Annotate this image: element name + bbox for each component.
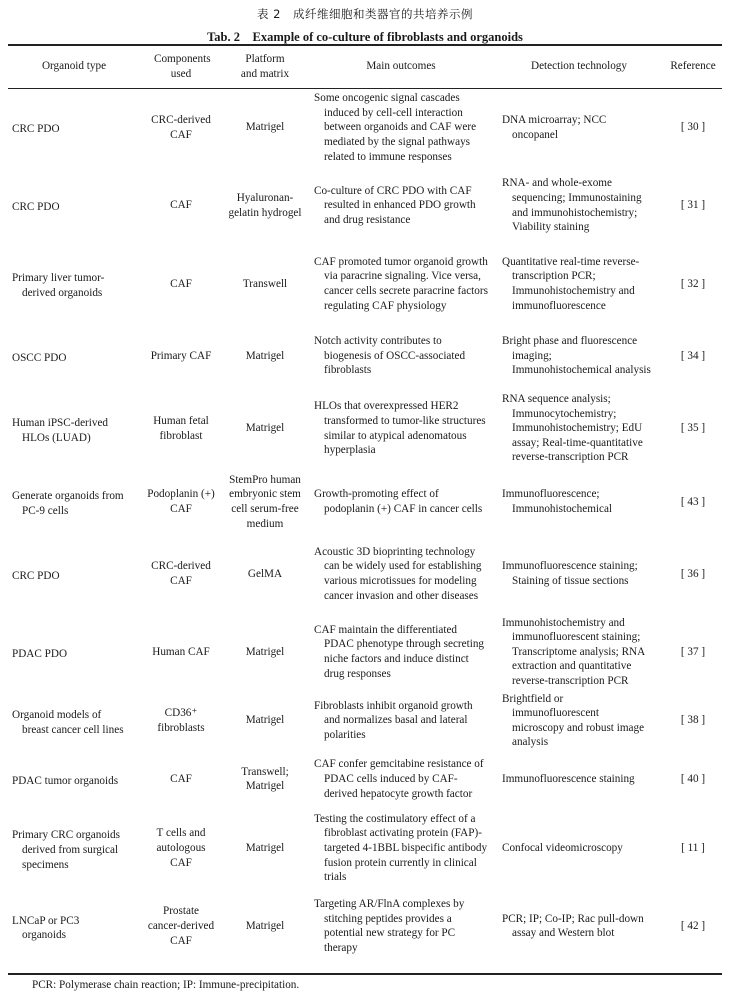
header-platform-matrix: Platform and matrix xyxy=(222,45,308,89)
cell-organoid: PDAC PDO xyxy=(12,647,68,660)
cell-platform: Matrigel xyxy=(245,422,285,435)
table-row xyxy=(8,536,722,613)
cell-outcomes: Growth-promoting effect of podoplanin (+) CAF in cancer cells xyxy=(314,488,483,515)
cell-components: CD36⁺ fibroblasts xyxy=(157,707,205,734)
cell-detection: RNA- and whole-exome sequencing; Immunostaining and immunohistochemistry; Viability staining xyxy=(502,177,642,234)
cell-platform: StemPro human embryonic stem cell serum-free medium xyxy=(229,473,301,530)
cell-detection: DNA microarray; NCC oncopanel xyxy=(502,114,607,141)
cell-components: CAF xyxy=(170,199,192,212)
cell-detection: Immunohistochemistry and immunofluorescent staining; Transcriptome analysis; RNA extraction and quantitative reverse-transcription PCR xyxy=(502,616,645,687)
table-row xyxy=(8,613,722,692)
cell-organoid: Primary liver tumor-derived organoids xyxy=(12,272,105,299)
cell-outcomes: CAF confer gemcitabine resistance of PDAC cells induced by CAF-derived hepatocyte growth factor xyxy=(314,758,484,800)
cell-components: T cells and autologous CAF xyxy=(156,827,206,869)
cell-ref: [ 40 ] xyxy=(680,773,706,786)
cell-detection: Quantitative real-time reverse-transcription PCR; Immunohistochemistry and immunofluorescence xyxy=(502,255,640,312)
cell-ref: [ 11 ] xyxy=(681,842,705,855)
cell-detection: Bright phase and fluorescence imaging; Immunohistochemical analysis xyxy=(502,335,651,377)
cell-platform: Matrigel xyxy=(245,920,285,933)
header-main-outcomes: Main outcomes xyxy=(308,45,494,89)
cell-ref: [ 34 ] xyxy=(680,349,706,362)
cell-ref: [ 31 ] xyxy=(680,199,706,212)
cell-ref: [ 38 ] xyxy=(680,714,706,727)
cell-components: CRC-derived CAF xyxy=(151,560,211,587)
cell-ref: [ 35 ] xyxy=(680,422,706,435)
cell-platform: Transwell; Matrigel xyxy=(241,765,289,793)
table-row xyxy=(8,750,722,809)
cell-outcomes: Testing the costimulatory effect of a fibroblast activating protein (FAP)-targeted 4-1BBL bispecific antibody fusion protein currently in clinical trials xyxy=(314,812,488,884)
cell-organoid: CRC PDO xyxy=(12,569,60,582)
cell-detection: Immunofluorescence; Immunohistochemical xyxy=(502,488,613,515)
cell-platform: Matrigel xyxy=(245,645,285,658)
cell-platform: Hyaluronan-gelatin hydrogel xyxy=(228,191,302,219)
header-components-used: Components used xyxy=(140,45,222,89)
table-header-row xyxy=(8,45,722,89)
cell-ref: [ 42 ] xyxy=(680,920,706,933)
cell-organoid: Human iPSC-derived HLOs (LUAD) xyxy=(12,416,109,444)
cell-platform: Matrigel xyxy=(245,121,285,134)
cell-platform: Transwell xyxy=(242,277,288,290)
cell-components: Podoplanin (+) CAF xyxy=(147,488,215,515)
cell-ref: [ 43 ] xyxy=(680,495,706,508)
cell-detection: Brightfield or immunofluorescent microscopy and robust image analysis xyxy=(502,692,645,749)
table-row xyxy=(8,245,722,324)
table-row xyxy=(8,89,722,167)
cell-components: Human CAF xyxy=(152,645,210,658)
cell-organoid: Organoid models of breast cancer cell lines xyxy=(12,709,124,736)
cell-outcomes: Fibroblasts inhibit organoid growth and normalizes basal and lateral polarities xyxy=(314,699,473,741)
cell-components: Human fetal fibroblast xyxy=(153,414,209,442)
cell-organoid: LNCaP or PC3 organoids xyxy=(12,914,80,942)
cell-platform: Matrigel xyxy=(245,714,285,727)
table-row xyxy=(8,389,722,469)
cell-outcomes: CAF promoted tumor organoid growth via paracrine signaling. Vice versa, cancer cells secrete paracrine factors regulating CAF physiology xyxy=(314,255,488,312)
cell-organoid: CRC PDO xyxy=(12,201,60,214)
header-organoid-type: Organoid type xyxy=(8,45,140,89)
cell-organoid: PDAC tumor organoids xyxy=(12,775,119,788)
cell-outcomes: Co-culture of CRC PDO with CAF resulted in enhanced PDO growth and drug resistance xyxy=(314,184,476,226)
cell-platform: Matrigel xyxy=(245,842,285,855)
cell-organoid: OSCC PDO xyxy=(12,351,67,364)
cell-ref: [ 36 ] xyxy=(680,567,706,580)
cell-components: CAF xyxy=(170,773,192,786)
cell-components: Prostate cancer-derived CAF xyxy=(147,905,215,947)
cell-detection: PCR; IP; Co-IP; Rac pull-down assay and Western blot xyxy=(502,912,644,940)
cell-outcomes: Acoustic 3D bioprinting technology can be widely used for establishing various microtissues for modeling cancer invasion and other diseases xyxy=(314,545,482,602)
cell-outcomes: Notch activity contributes to biogenesis of OSCC-associated fibroblasts xyxy=(314,335,466,377)
cell-components: CRC-derived CAF xyxy=(151,114,211,141)
table-row xyxy=(8,809,722,888)
cell-detection: RNA sequence analysis; Immunocytochemistry; Immunohistochemistry; EdU assay; Real-time-quantitative reverse-transcription PCR xyxy=(502,393,643,464)
table-body xyxy=(8,89,722,965)
cell-ref: [ 32 ] xyxy=(680,277,706,290)
cell-detection: Confocal videomicroscopy xyxy=(502,842,623,855)
cell-outcomes: Targeting AR/FlnA complexes by stitching peptides provides a potential new strategy for PC therapy xyxy=(314,898,465,954)
coculture-table xyxy=(8,45,722,965)
cell-platform: Matrigel xyxy=(245,349,285,362)
table-row xyxy=(8,167,722,245)
bottom-rule xyxy=(8,973,722,975)
cell-components: CAF xyxy=(170,277,192,290)
table-row xyxy=(8,324,722,389)
table-caption-chinese: 表 2 成纤维细胞和类器官的共培养示例 xyxy=(257,7,473,21)
cell-ref: [ 37 ] xyxy=(680,645,706,658)
cell-platform: GelMA xyxy=(247,567,283,580)
cell-components: Primary CAF xyxy=(150,349,212,362)
table-row xyxy=(8,692,722,750)
cell-detection: Immunofluorescence staining; Staining of tissue sections xyxy=(502,560,638,587)
cell-organoid: CRC PDO xyxy=(12,123,60,136)
cell-detection: Immunofluorescence staining xyxy=(502,773,635,786)
cell-ref: [ 30 ] xyxy=(680,121,706,134)
cell-outcomes: HLOs that overexpressed HER2 transformed to tumor-like structures similar to atypical adenomatous hyperplasia xyxy=(314,400,486,457)
table-row xyxy=(8,469,722,536)
header-detection-technology: Detection technology xyxy=(494,45,664,89)
cell-outcomes: CAF maintain the differentiated PDAC phenotype through secreting niche factors and induce distinct drug responses xyxy=(314,623,485,680)
cell-organoid: Generate organoids from PC-9 cells xyxy=(12,490,124,517)
cell-organoid: Primary CRC organoids derived from surgical specimens xyxy=(12,829,120,871)
header-reference: Reference xyxy=(664,45,722,89)
cell-outcomes: Some oncogenic signal cascades induced by cell-cell interaction between organoids and CAF were mediated by the signal pathways related to immune responses xyxy=(314,92,477,163)
table-caption-english: Tab. 2 Example of co-culture of fibroblasts and organoids xyxy=(207,30,523,44)
table-row xyxy=(8,888,722,965)
table-footnote: PCR: Polymerase chain reaction; IP: Immune-precipitation. xyxy=(32,979,300,991)
